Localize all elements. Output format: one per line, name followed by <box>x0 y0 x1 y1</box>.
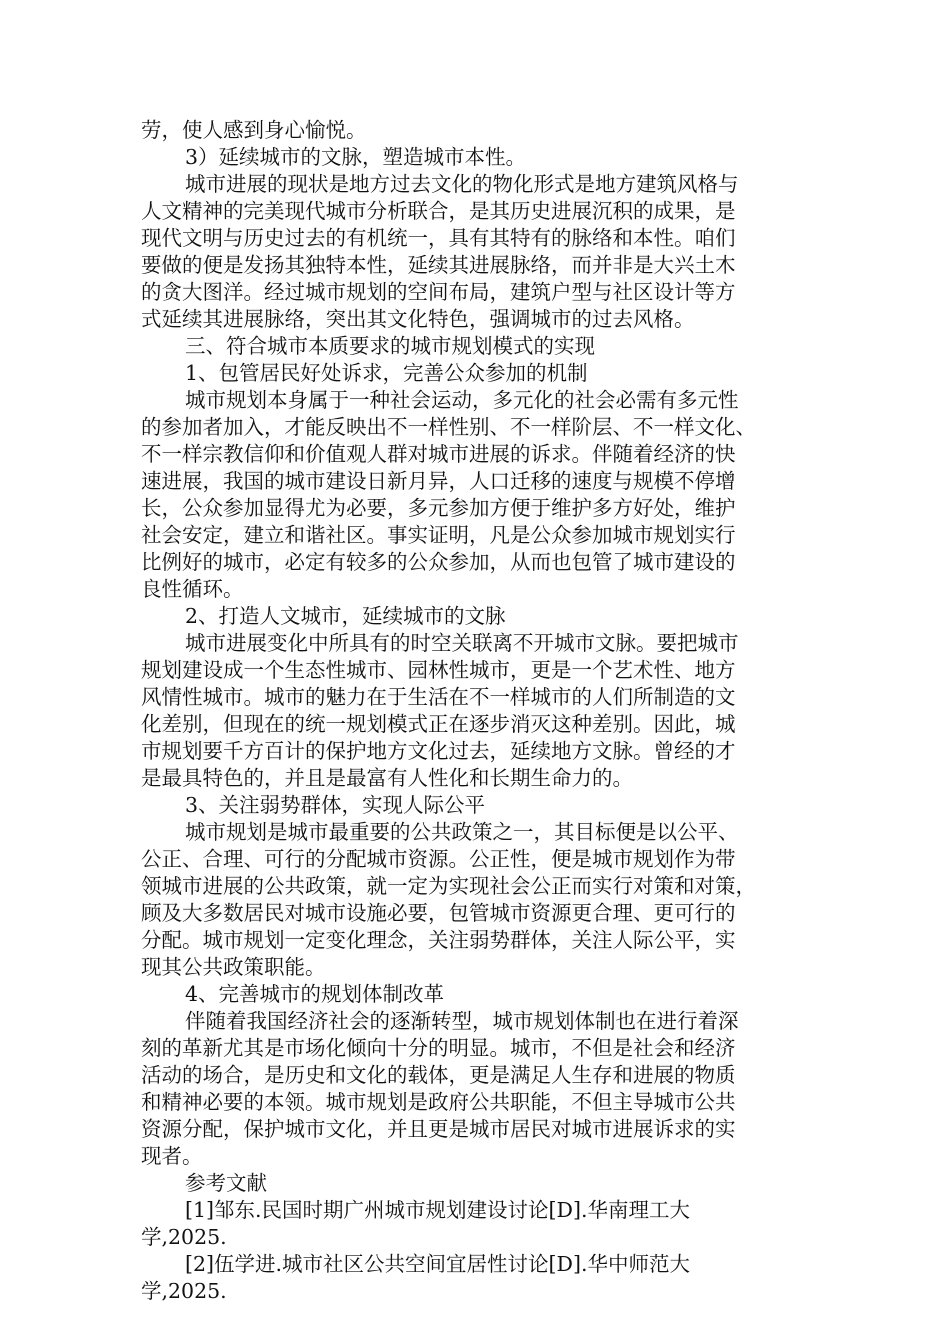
text-line: 不一样宗教信仰和价值观人群对城市进展的诉求。伴随着经济的快 <box>141 442 736 466</box>
text-line: 社会安定，建立和谐社区。事实证明，凡是公众参加城市规划实行 <box>141 523 736 547</box>
text-line: 2、打造人文城市，延续城市的文脉 <box>185 604 506 628</box>
text-line: 分配。城市规划一定变化理念，关注弱势群体，关注人际公平，实 <box>141 928 736 952</box>
text-line: 的参加者加入，才能反映出不一样性别、不一样阶层、不一样文化、 <box>141 415 756 439</box>
text-line: 学,2025. <box>141 1225 227 1249</box>
text-line: 市规划要千方百计的保护地方文化过去，延续地方文脉。曾经的才 <box>141 739 736 763</box>
text-line: 学,2025. <box>141 1279 227 1303</box>
text-line: 要做的便是发扬其独特本性，延续其进展脉络，而并非是大兴土木 <box>141 253 736 277</box>
text-line: 伴随着我国经济社会的逐渐转型，城市规划体制也在进行着深 <box>185 1009 739 1033</box>
text-line: 良性循环。 <box>141 577 244 601</box>
text-line: 比例好的城市，必定有较多的公众参加，从而也包管了城市建设的 <box>141 550 736 574</box>
text-line: 城市规划本身属于一种社会运动，多元化的社会必需有多元性 <box>185 388 739 412</box>
text-line: 顾及大多数居民对城市设施必要，包管城市资源更合理、更可行的 <box>141 901 736 925</box>
text-line: 公正、合理、可行的分配城市资源。公正性，便是城市规划作为带 <box>141 847 736 871</box>
text-line: 式延续其进展脉络，突出其文化特色，强调城市的过去风格。 <box>141 307 695 331</box>
text-line: 是最具特色的，并且是最富有人性化和长期生命力的。 <box>141 766 633 790</box>
text-line: 规划建设成一个生态性城市、园林性城市，更是一个艺术性、地方 <box>141 658 736 682</box>
text-line: 现代文明与历史过去的有机统一，具有其特有的脉络和本性。咱们 <box>141 226 736 250</box>
text-line: 城市规划是城市最重要的公共政策之一，其目标便是以公平、 <box>185 820 739 844</box>
text-line: 化差别，但现在的统一规划模式正在逐步消灭这种差别。因此，城 <box>141 712 736 736</box>
text-line: 速进展，我国的城市建设日新月异，人口迁移的速度与规模不停增 <box>141 469 736 493</box>
text-line: 现者。 <box>141 1144 203 1168</box>
body-text <box>141 117 811 1305</box>
text-line: 参考文献 <box>185 1171 267 1195</box>
text-line: 城市进展的现状是地方过去文化的物化形式是地方建筑风格与 <box>185 172 739 196</box>
text-line: 劳，使人感到身心愉悦。 <box>141 118 367 142</box>
text-line: 活动的场合，是历史和文化的载体，更是满足人生存和进展的物质 <box>141 1063 736 1087</box>
text-line: [1]邹东.民国时期广州城市规划建设讨论[D].华南理工大 <box>185 1198 691 1222</box>
text-line: 3、关注弱势群体，实现人际公平 <box>185 793 486 817</box>
text-line: 的贪大图洋。经过城市规划的空间布局，建筑户型与社区设计等方 <box>141 280 736 304</box>
text-line: 三、符合城市本质要求的城市规划模式的实现 <box>185 334 595 358</box>
text-line: 3）延续城市的文脉，塑造城市本性。 <box>185 145 527 169</box>
text-line: 人文精神的完美现代城市分析联合，是其历史进展沉积的成果，是 <box>141 199 736 223</box>
text-line: 领城市进展的公共政策，就一定为实现社会公正而实行对策和对策， <box>141 874 756 898</box>
text-line: 刻的革新尤其是市场化倾向十分的明显。城市，不但是社会和经济 <box>141 1036 736 1060</box>
text-line: 4、完善城市的规划体制改革 <box>185 982 445 1006</box>
text-line: 长，公众参加显得尤为必要，多元参加方便于维护多方好处，维护 <box>141 496 736 520</box>
text-line: 和精神必要的本领。城市规划是政府公共职能，不但主导城市公共 <box>141 1090 736 1114</box>
text-line: 城市进展变化中所具有的时空关联离不开城市文脉。要把城市 <box>185 631 739 655</box>
text-line: [2]伍学进.城市社区公共空间宜居性讨论[D].华中师范大 <box>185 1252 691 1276</box>
text-line: 资源分配，保护城市文化，并且更是城市居民对城市进展诉求的实 <box>141 1117 736 1141</box>
text-line: 现其公共政策职能。 <box>141 955 326 979</box>
text-line: 风情性城市。城市的魅力在于生活在不一样城市的人们所制造的文 <box>141 685 736 709</box>
text-line: 1、包管居民好处诉求，完善公众参加的机制 <box>185 361 588 385</box>
